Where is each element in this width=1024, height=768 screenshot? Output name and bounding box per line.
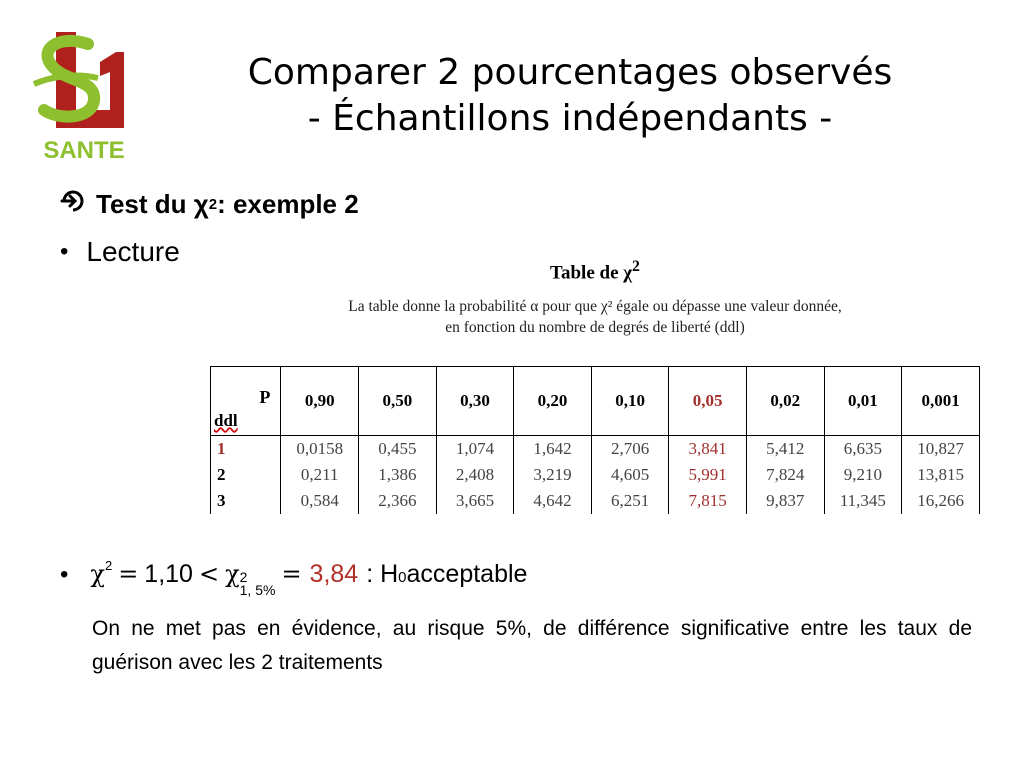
h0-sub: 0 [398, 569, 407, 586]
bullet-dot: • [60, 238, 69, 265]
chi-crit-symbol: χ [225, 560, 240, 588]
table-row [211, 488, 980, 514]
table-cell: 3,841 [669, 436, 747, 463]
title-line-2: - Échantillons indépendants - [307, 98, 833, 139]
table-cell: 9,837 [746, 488, 824, 514]
heading-prefix: Test du χ [96, 189, 209, 219]
chi-value: 1,10 [144, 560, 193, 588]
table-col-header: 0,90 [281, 367, 359, 436]
table-cell: 3,665 [436, 488, 514, 514]
table-cell: 2,706 [591, 436, 669, 463]
table-col-header: 0,001 [902, 367, 980, 436]
ddl-cell: 2 [211, 462, 281, 488]
table-row [211, 436, 980, 463]
table-cell: 4,642 [514, 488, 592, 514]
table-cell: 13,815 [902, 462, 980, 488]
table-header-row [211, 367, 980, 436]
right-arrow-circle-icon [60, 188, 86, 221]
less-than-sign: < [198, 560, 220, 588]
table-cell: 0,211 [281, 462, 359, 488]
table-cell: 0,584 [281, 488, 359, 514]
table-cell: 2,366 [359, 488, 437, 514]
table-col-header: 0,20 [514, 367, 592, 436]
table-cell: 5,412 [746, 436, 824, 463]
chi2-table-wrap [210, 366, 980, 516]
p-label: P [259, 387, 271, 407]
table-corner-cell [211, 367, 281, 436]
heading-sup: 2 [208, 196, 218, 213]
conclusion-paragraph: On ne met pas en évidence, au risque 5%, de différence significative entre les taux de guérison avec les 2 traitements [92, 617, 972, 674]
table-cell: 4,605 [591, 462, 669, 488]
table-cell: 6,635 [824, 436, 902, 463]
chi2-table [210, 366, 980, 514]
critical-value: 3,84 [309, 560, 359, 588]
table-cell: 7,824 [746, 462, 824, 488]
table-cell: 5,991 [669, 462, 747, 488]
table-cell: 11,345 [824, 488, 902, 514]
svg-text:SANTE: SANTE [43, 137, 125, 164]
table-cell: 0,0158 [281, 436, 359, 463]
table-col-header: 0,50 [359, 367, 437, 436]
page-title [170, 50, 970, 142]
h0-label: : H [366, 560, 399, 588]
equals-sign-2: = [281, 560, 302, 588]
bullet-lecture [60, 236, 180, 268]
table-cell: 9,210 [824, 462, 902, 488]
l1-sante-logo [28, 28, 140, 164]
formula-line [60, 560, 527, 597]
table-cell: 6,251 [591, 488, 669, 514]
table-col-header: 0,10 [591, 367, 669, 436]
table-desc-line-1: La table donne la probabilité α pour que χ² égale ou dépasse une valeur donnée, [348, 298, 842, 316]
table-cell: 3,219 [514, 462, 592, 488]
acceptable-label: acceptable [406, 560, 528, 588]
table-col-header: 0,05 [669, 367, 747, 436]
table-col-header: 0,01 [824, 367, 902, 436]
chi-crit-indices: 2 1, 5% [239, 569, 276, 598]
table-col-header: 0,02 [746, 367, 824, 436]
heading-suffix: : exemple 2 [217, 189, 359, 219]
table-cell: 0,455 [359, 436, 437, 463]
table-col-header: 0,30 [436, 367, 514, 436]
bullet-dot: • [60, 561, 69, 588]
ddl-label: ddl [214, 411, 238, 430]
table-figure-title: Table de $\chi^2$ [550, 258, 640, 284]
chi2-table-figure [210, 258, 980, 338]
ddl-cell: 1 [211, 436, 281, 463]
table-cell: 1,074 [436, 436, 514, 463]
section-heading [60, 188, 359, 221]
table-cell: 10,827 [902, 436, 980, 463]
equals-sign: = [118, 560, 139, 588]
chi-symbol: χ [90, 560, 105, 588]
table-cell: 1,642 [514, 436, 592, 463]
bullet-lecture-text: Lecture [86, 236, 180, 267]
table-cell: 7,815 [669, 488, 747, 514]
ddl-cell: 3 [211, 488, 281, 514]
table-cell: 2,408 [436, 462, 514, 488]
table-row [211, 462, 980, 488]
table-figure-header [210, 258, 980, 338]
title-line-1: Comparer 2 pourcentages observés [247, 52, 893, 93]
table-cell: 1,386 [359, 462, 437, 488]
table-cell: 16,266 [902, 488, 980, 514]
table-desc-line-2: en fonction du nombre de degrés de liberté (ddl) [445, 319, 745, 337]
chi-sup: 2 [104, 558, 113, 573]
